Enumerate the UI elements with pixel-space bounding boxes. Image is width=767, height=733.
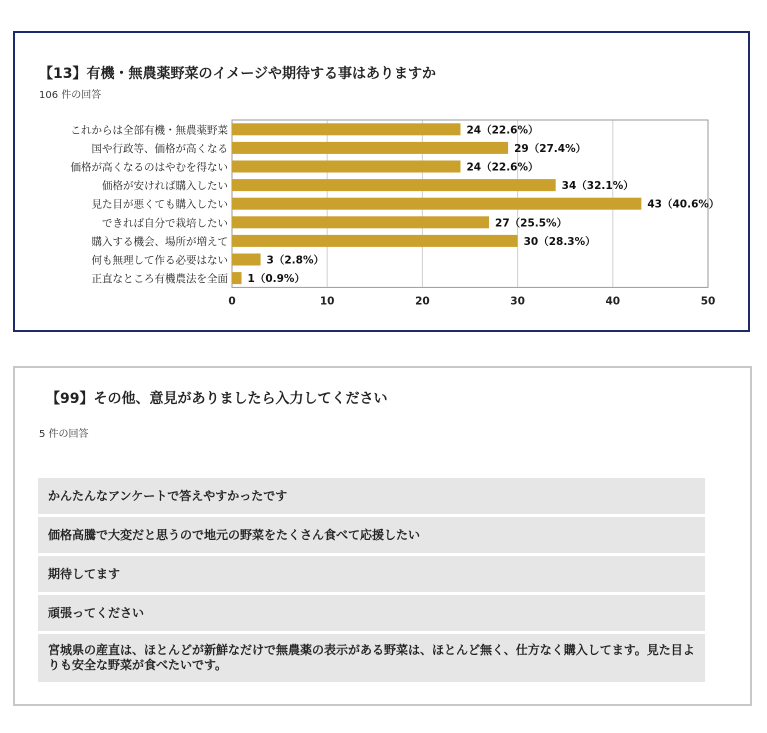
category-label: 価格が高くなるのはやむを得ない (70, 161, 228, 174)
data-label: 3（2.8%） (266, 254, 324, 267)
data-label: 27（25.5%） (495, 217, 568, 230)
answer-item: かんたんなアンケートで答えやすかったです (38, 478, 705, 514)
data-label: 24（22.6%） (466, 161, 539, 174)
question-13-response-count: 106 件の回答 (39, 90, 102, 101)
bar (232, 216, 489, 228)
bar-chart (15, 33, 748, 330)
data-label: 34（32.1%） (561, 180, 634, 193)
x-tick-label: 0 (228, 295, 236, 308)
bar (232, 272, 242, 284)
question-13-title: 【13】有機・無農薬野菜のイメージや期待する事はありますか (39, 66, 437, 82)
answer-item: 頑張ってください (38, 595, 705, 631)
category-label: 価格が安ければ購入したい (102, 180, 228, 193)
bar (232, 142, 508, 154)
bar (232, 235, 518, 247)
question-13-card (13, 31, 750, 332)
category-label: 購入する機会、場所が増えて (91, 235, 228, 248)
category-label: 国や行政等、価格が高くなる (91, 142, 228, 155)
category-label: 見た目が悪くても購入したい (91, 198, 228, 211)
question-99-response-count: 5 件の回答 (39, 429, 89, 440)
answer-item: 価格高騰で大変だと思うので地元の野菜をたくさん食べて応援したい (38, 517, 705, 553)
data-label: 24（22.6%） (466, 124, 539, 137)
bar (232, 254, 261, 266)
x-tick-label: 50 (700, 295, 716, 308)
data-label: 29（27.4%） (514, 142, 587, 155)
x-tick-label: 40 (605, 295, 621, 308)
question-99-title: 【99】その他、意見がありましたら入力してください (46, 391, 388, 407)
category-label: これからは全部有機・無農薬野菜 (70, 124, 228, 137)
x-tick-label: 10 (319, 295, 335, 308)
bar (232, 161, 460, 173)
question-99-card (13, 366, 752, 706)
bar (232, 179, 556, 191)
answer-item: 宮城県の産直は、ほとんどが新鮮なだけで無農薬の表示がある野菜は、ほとんど無く、仕方なく購入してます。見た目よりも安全な野菜が食べたいです。 (38, 634, 705, 682)
data-label: 43（40.6%） (647, 198, 720, 211)
category-label: 正直なところ有機農法を全面 (91, 273, 228, 286)
bar (232, 123, 460, 135)
category-label: 何も無理して作る必要はない (91, 254, 228, 267)
answer-item: 期待してます (38, 556, 705, 592)
category-label: できれば自分で栽培したい (102, 217, 228, 230)
bar (232, 198, 641, 210)
data-label: 1（0.9%） (247, 273, 305, 286)
data-label: 30（28.3%） (523, 235, 596, 248)
x-tick-label: 30 (510, 295, 525, 308)
x-tick-label: 20 (415, 295, 430, 308)
answer-list (38, 478, 705, 685)
